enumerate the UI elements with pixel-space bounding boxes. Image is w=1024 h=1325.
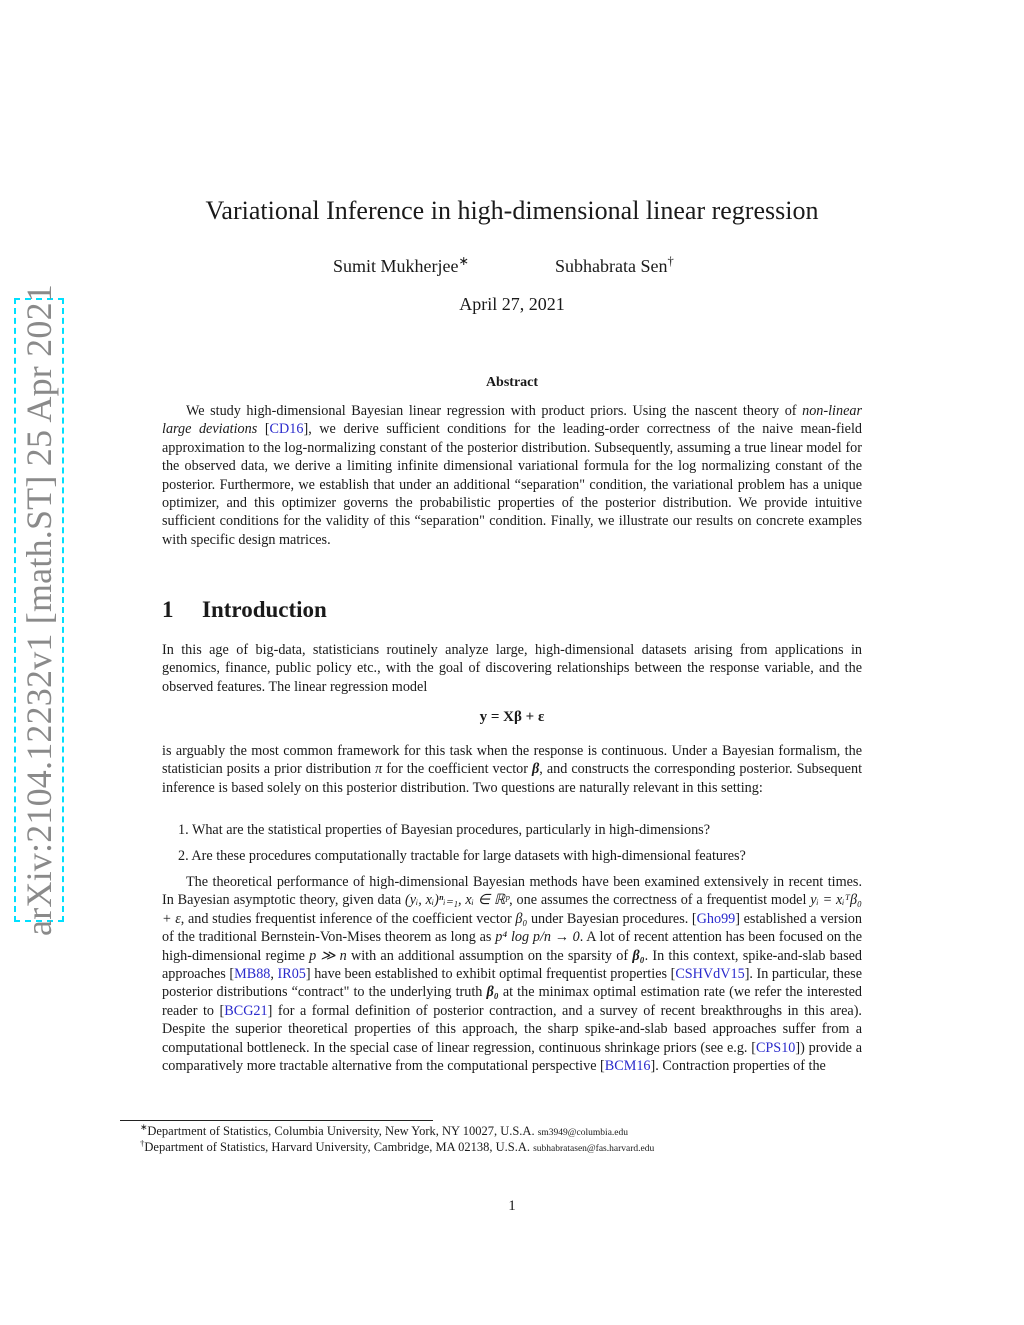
arxiv-stamp <box>14 284 64 936</box>
math: β₀ <box>632 947 645 964</box>
text: ] for a formal definition of posterior contraction, and a survey of recent breakthroughs in this area). Despite the superior theoretical properties of this approach, the sharp spike-and-slab based approaches suffer from a computational bottleneck. In the special case of linear regression, continuous shrinkage priors (see e.g. [ <box>162 1002 862 1056</box>
text: The theoretical performance of high-dimensional Bayesian methods have been examined extensively in recent times. In Bayesian asymptotic theory, given data <box>162 874 862 909</box>
section-title-text: Introduction <box>202 597 327 622</box>
paragraph <box>162 873 862 1075</box>
math: β <box>532 761 540 778</box>
abstract-body: We study high-dimensional Bayesian linear regression with product priors. Using the nascent theory of non-linear large deviations [CD16], we derive sufficient conditions for the leading-order correctness of the naive mean-field approximation to the log-normalizing constant of the posterior distribution. Subsequently, assuming a true linear model for the observed data, we derive a limiting infinite dimensional variational formula for the log normalizing constant of the posterior. Furthermore, we establish that under an additional “separation" condition, the variational problem has a unique optimizer, and this optimizer governs the probabilistic properties of the posterior distribution. We provide intuitive sufficient conditions for the validity of this “separation" condition. Finally, we illustrate our results on concrete examples with specific design matrices. <box>162 403 862 548</box>
list-text: Are these procedures computationally tractable for large datasets with high-dimensional features? <box>191 848 746 864</box>
list-text: What are the statistical properties of Bayesian procedures, particularly in high-dimensions? <box>191 822 711 838</box>
footnote-text: Department of Statistics, Columbia University, New York, NY 10027, U.S.A. <box>147 1124 538 1138</box>
paragraph: In this age of big-data, statisticians routinely analyze large, high-dimensional datasets arising from applications in genomics, finance, public policy etc., with the goal of discovering relationships between the response variable, and the observed features. The linear regression model <box>162 642 862 695</box>
text: . In this context, spike-and-slab based approaches [ <box>162 947 862 983</box>
text: , and constructs the corresponding posterior. Subsequent inference is based solely on this posterior distribution. Two questions are naturally relevant in this setting: <box>162 761 863 796</box>
math: (yᵢ, xᵢ)ⁿᵢ₌₁, xᵢ ∈ ℝᵖ <box>405 892 510 909</box>
footnote-mark: † <box>140 1137 145 1148</box>
author-2 <box>555 256 674 277</box>
text: ] established a version of the traditional Bernstein-Von-Mises theorem as long as <box>162 910 862 946</box>
text: , and studies frequentist inference of the coefficient vector <box>180 910 516 927</box>
text: , one assumes the correctness of a frequentist model <box>509 892 811 909</box>
list-item <box>178 822 868 839</box>
citation-link[interactable]: IR05 <box>277 966 306 983</box>
citation-link[interactable]: CD16 <box>269 421 304 438</box>
abstract-heading: Abstract <box>485 375 539 390</box>
text: ] have been established to exhibit optimal frequentist properties [ <box>305 966 676 983</box>
abstract-emphasis: non-linear large deviations <box>162 403 862 438</box>
text: ]. Contraction properties of the <box>650 1058 826 1075</box>
author-1-mark: ∗ <box>458 254 470 268</box>
footnote-divider <box>120 1120 433 1121</box>
text: ]. In particular, these posterior distributions “contract" to the underlying truth <box>162 966 862 1001</box>
author-1 <box>333 256 469 277</box>
citation-link[interactable]: MB88 <box>234 966 271 983</box>
math: p⁴ log p/n → 0 <box>495 929 580 946</box>
citation-link[interactable]: Gho99 <box>696 910 736 927</box>
citation-link[interactable]: BCG21 <box>224 1002 268 1019</box>
list-number: 2. <box>178 848 189 864</box>
text: at the minimax optimal estimation rate (we refer the interested reader to [ <box>162 984 862 1019</box>
text: under Bayesian procedures. [ <box>527 910 697 927</box>
list-item <box>178 848 868 865</box>
author-2-name: Subhabrata Sen <box>555 256 668 276</box>
text: ]) provide a comparatively more tractable alternative from the computational perspective [ <box>162 1039 862 1075</box>
equation <box>0 709 1024 726</box>
math: π <box>375 761 383 778</box>
text: . A lot of recent attention has been focused on the high-dimensional regime <box>162 929 862 964</box>
footnote-email: sm3949@columbia.edu <box>537 1128 628 1138</box>
citation-link[interactable]: BCM16 <box>604 1058 651 1075</box>
paragraph <box>162 742 862 797</box>
author-2-mark: † <box>667 254 674 268</box>
footnote-text: Department of Statistics, Harvard University, Cambridge, MA 02138, U.S.A. <box>144 1140 534 1154</box>
footnote-mark: ∗ <box>140 1121 148 1132</box>
abstract-text: We study high-dimensional Bayesian linear regression with product priors. Using the nascent theory of <box>186 403 803 419</box>
section-number: 1 <box>162 597 174 622</box>
text: with an additional assumption on the sparsity of <box>346 947 633 964</box>
citation-link[interactable]: CSHVdV15 <box>675 966 745 983</box>
math: β₀ <box>515 910 528 927</box>
paper-title: Variational Inference in high-dimensional linear regression <box>205 196 819 225</box>
arxiv-id-text: arXiv:2104.12232v1 [math.ST] 25 Apr 2021 <box>19 284 59 936</box>
citation-link[interactable]: CPS10 <box>755 1039 796 1056</box>
math: p ≫ n <box>309 947 347 964</box>
text: , <box>270 966 278 983</box>
footnote-email: subhabratasen@fas.harvard.edu <box>533 1144 655 1154</box>
page-number: 1 <box>508 1198 516 1214</box>
equation-text: y = Xβ + ε <box>479 709 545 725</box>
section-heading <box>162 597 327 623</box>
math: β₀ <box>486 984 499 1001</box>
footnote <box>140 1121 628 1139</box>
footnote <box>140 1137 655 1155</box>
text: for the coefficient vector <box>382 761 533 778</box>
math: yᵢ = xᵢᵀβ₀ + ε <box>162 892 862 927</box>
abstract-text: , we derive sufficient conditions for the leading-order correctness of the naive mean-field approximation to the log-normalizing constant of the posterior distribution. Subsequently, assuming a true linear model for the observed data, we derive a limiting infinite dimensional variational formula for the log normalizing constant of the posterior. Furthermore, we establish that under an additional “separation" condition, the variational problem has a unique optimizer, and this optimizer governs the probabilistic properties of the posterior distribution. We provide intuitive sufficient conditions for the validity of this “separation" condition. Finally, we illustrate our results on concrete examples with specific design matrices. <box>162 421 862 548</box>
text: is arguably the most common framework for this task when the response is continuous. Under a Bayesian formalism, the statistician posits a prior distribution <box>162 743 862 778</box>
author-1-name: Sumit Mukherjee <box>333 256 459 276</box>
list-number: 1. <box>178 822 189 838</box>
paper-date: April 27, 2021 <box>459 294 565 314</box>
